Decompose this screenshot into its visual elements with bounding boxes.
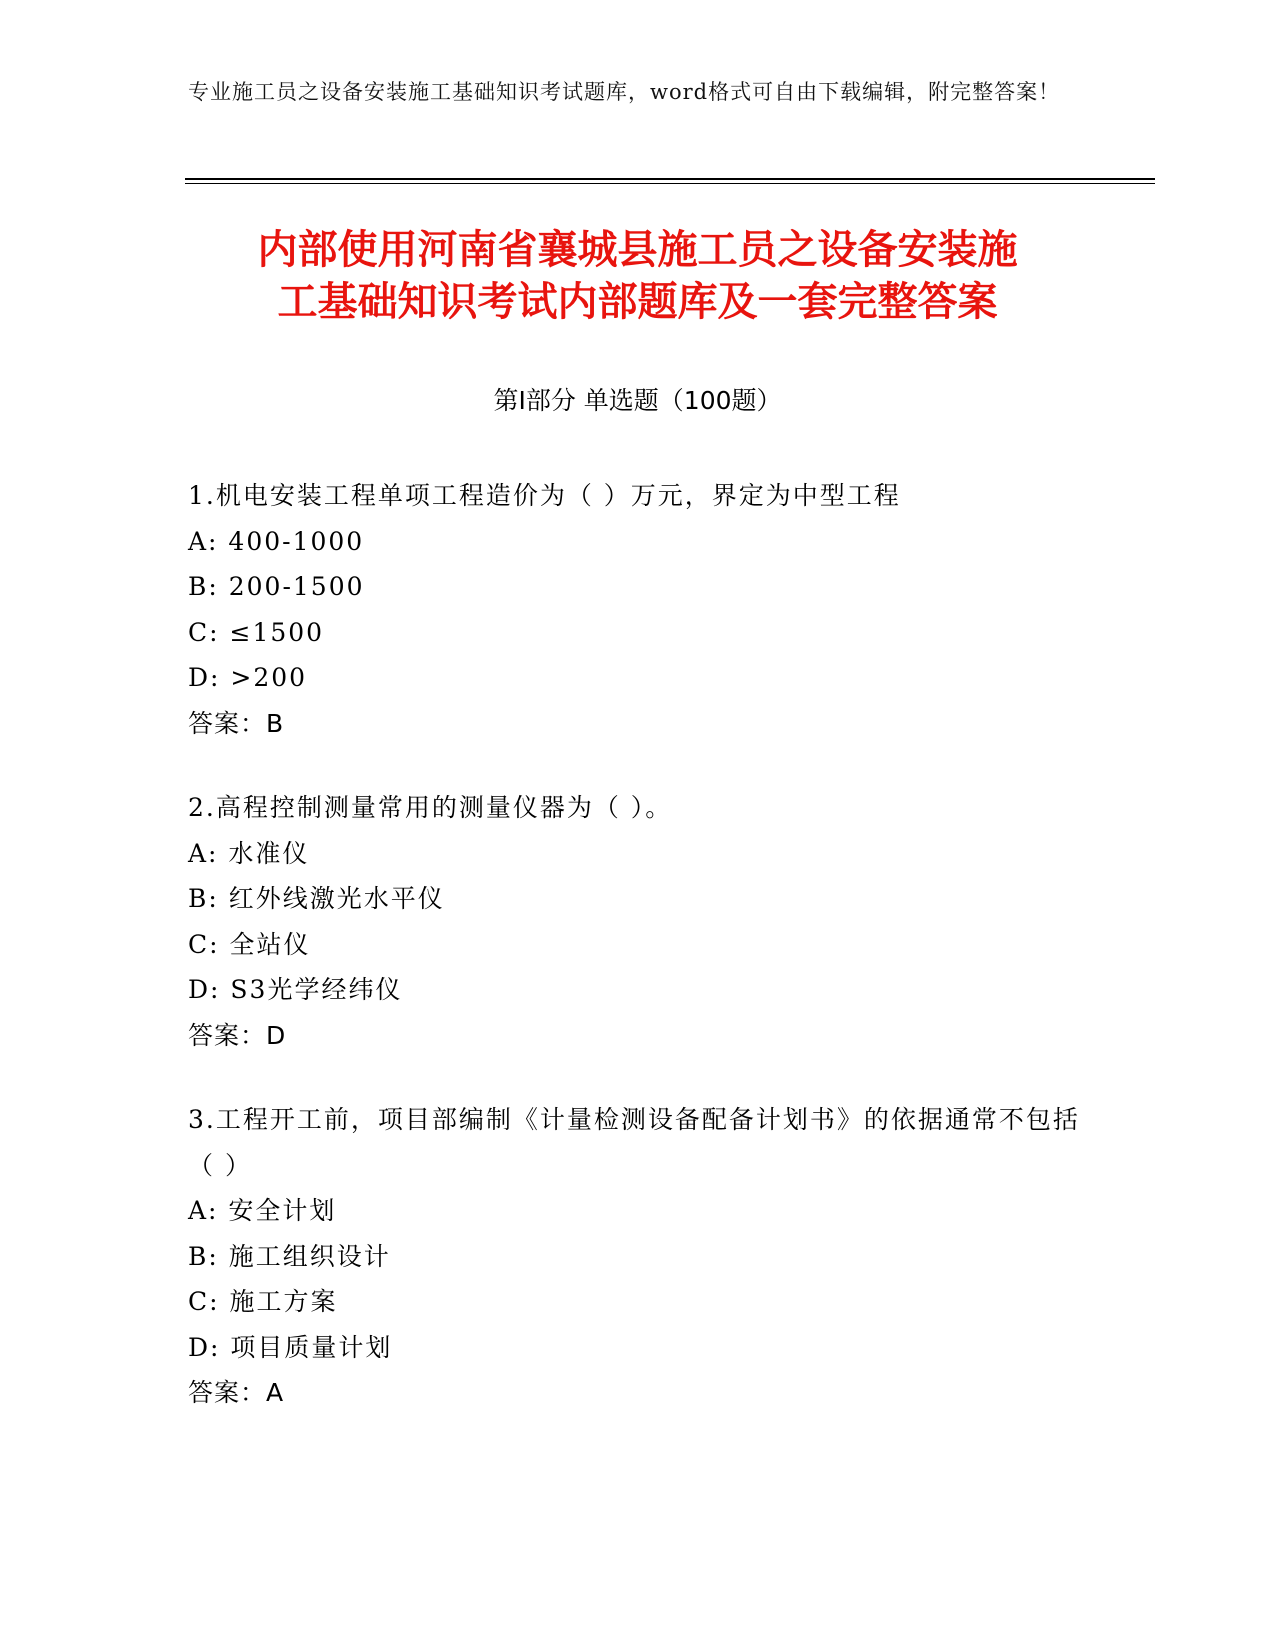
answer-line: 答案：D (188, 1020, 287, 1050)
document-title-line: 工基础知识考试内部题库及一套完整答案 (277, 279, 998, 325)
document-title-line: 内部使用河南省襄城县施工员之设备安装施 (257, 227, 1018, 273)
section-heading: 第Ⅰ部分 单选题（100题） (493, 386, 782, 415)
document-title (150, 224, 1125, 328)
option-d: D: 项目质量计划 (188, 1332, 393, 1362)
question-stem: 2.高程控制测量常用的测量仪器为（ ）。 (188, 793, 673, 822)
question-item (188, 785, 1088, 1058)
option-b: B: 200-1500 (188, 572, 365, 601)
option-b: B: 红外线激光水平仪 (188, 884, 445, 913)
option-a: A: 400-1000 (188, 526, 365, 556)
header-rule-thin (185, 183, 1155, 184)
question-item (188, 1097, 1088, 1416)
header-note: 专业施工员之设备安装施工基础知识考试题库，word格式可自由下载编辑，附完整答案！ (188, 80, 1061, 104)
header-rule-thick (185, 178, 1155, 180)
question-item (188, 473, 1088, 746)
option-d: D: S3光学经纬仪 (188, 975, 403, 1004)
option-c: C: 施工方案 (188, 1287, 338, 1316)
option-c: C: 全站仪 (188, 929, 311, 959)
answer-line: 答案：A (188, 1378, 285, 1407)
option-b: B: 施工组织设计 (188, 1241, 391, 1271)
option-d: D: >200 (188, 663, 308, 692)
option-c: C: ≤1500 (188, 617, 325, 647)
question-stem: 3.工程开工前，项目部编制《计量检测设备配备计划书》的依据通常不包括（ ） (188, 1105, 1080, 1180)
option-a: A: 水准仪 (188, 838, 310, 868)
option-a: A: 安全计划 (188, 1196, 337, 1225)
question-stem: 1.机电安装工程单项工程造价为（ ）万元，界定为中型工程 (188, 481, 901, 510)
question-list (188, 473, 1088, 1455)
answer-line: 答案：B (188, 708, 285, 738)
